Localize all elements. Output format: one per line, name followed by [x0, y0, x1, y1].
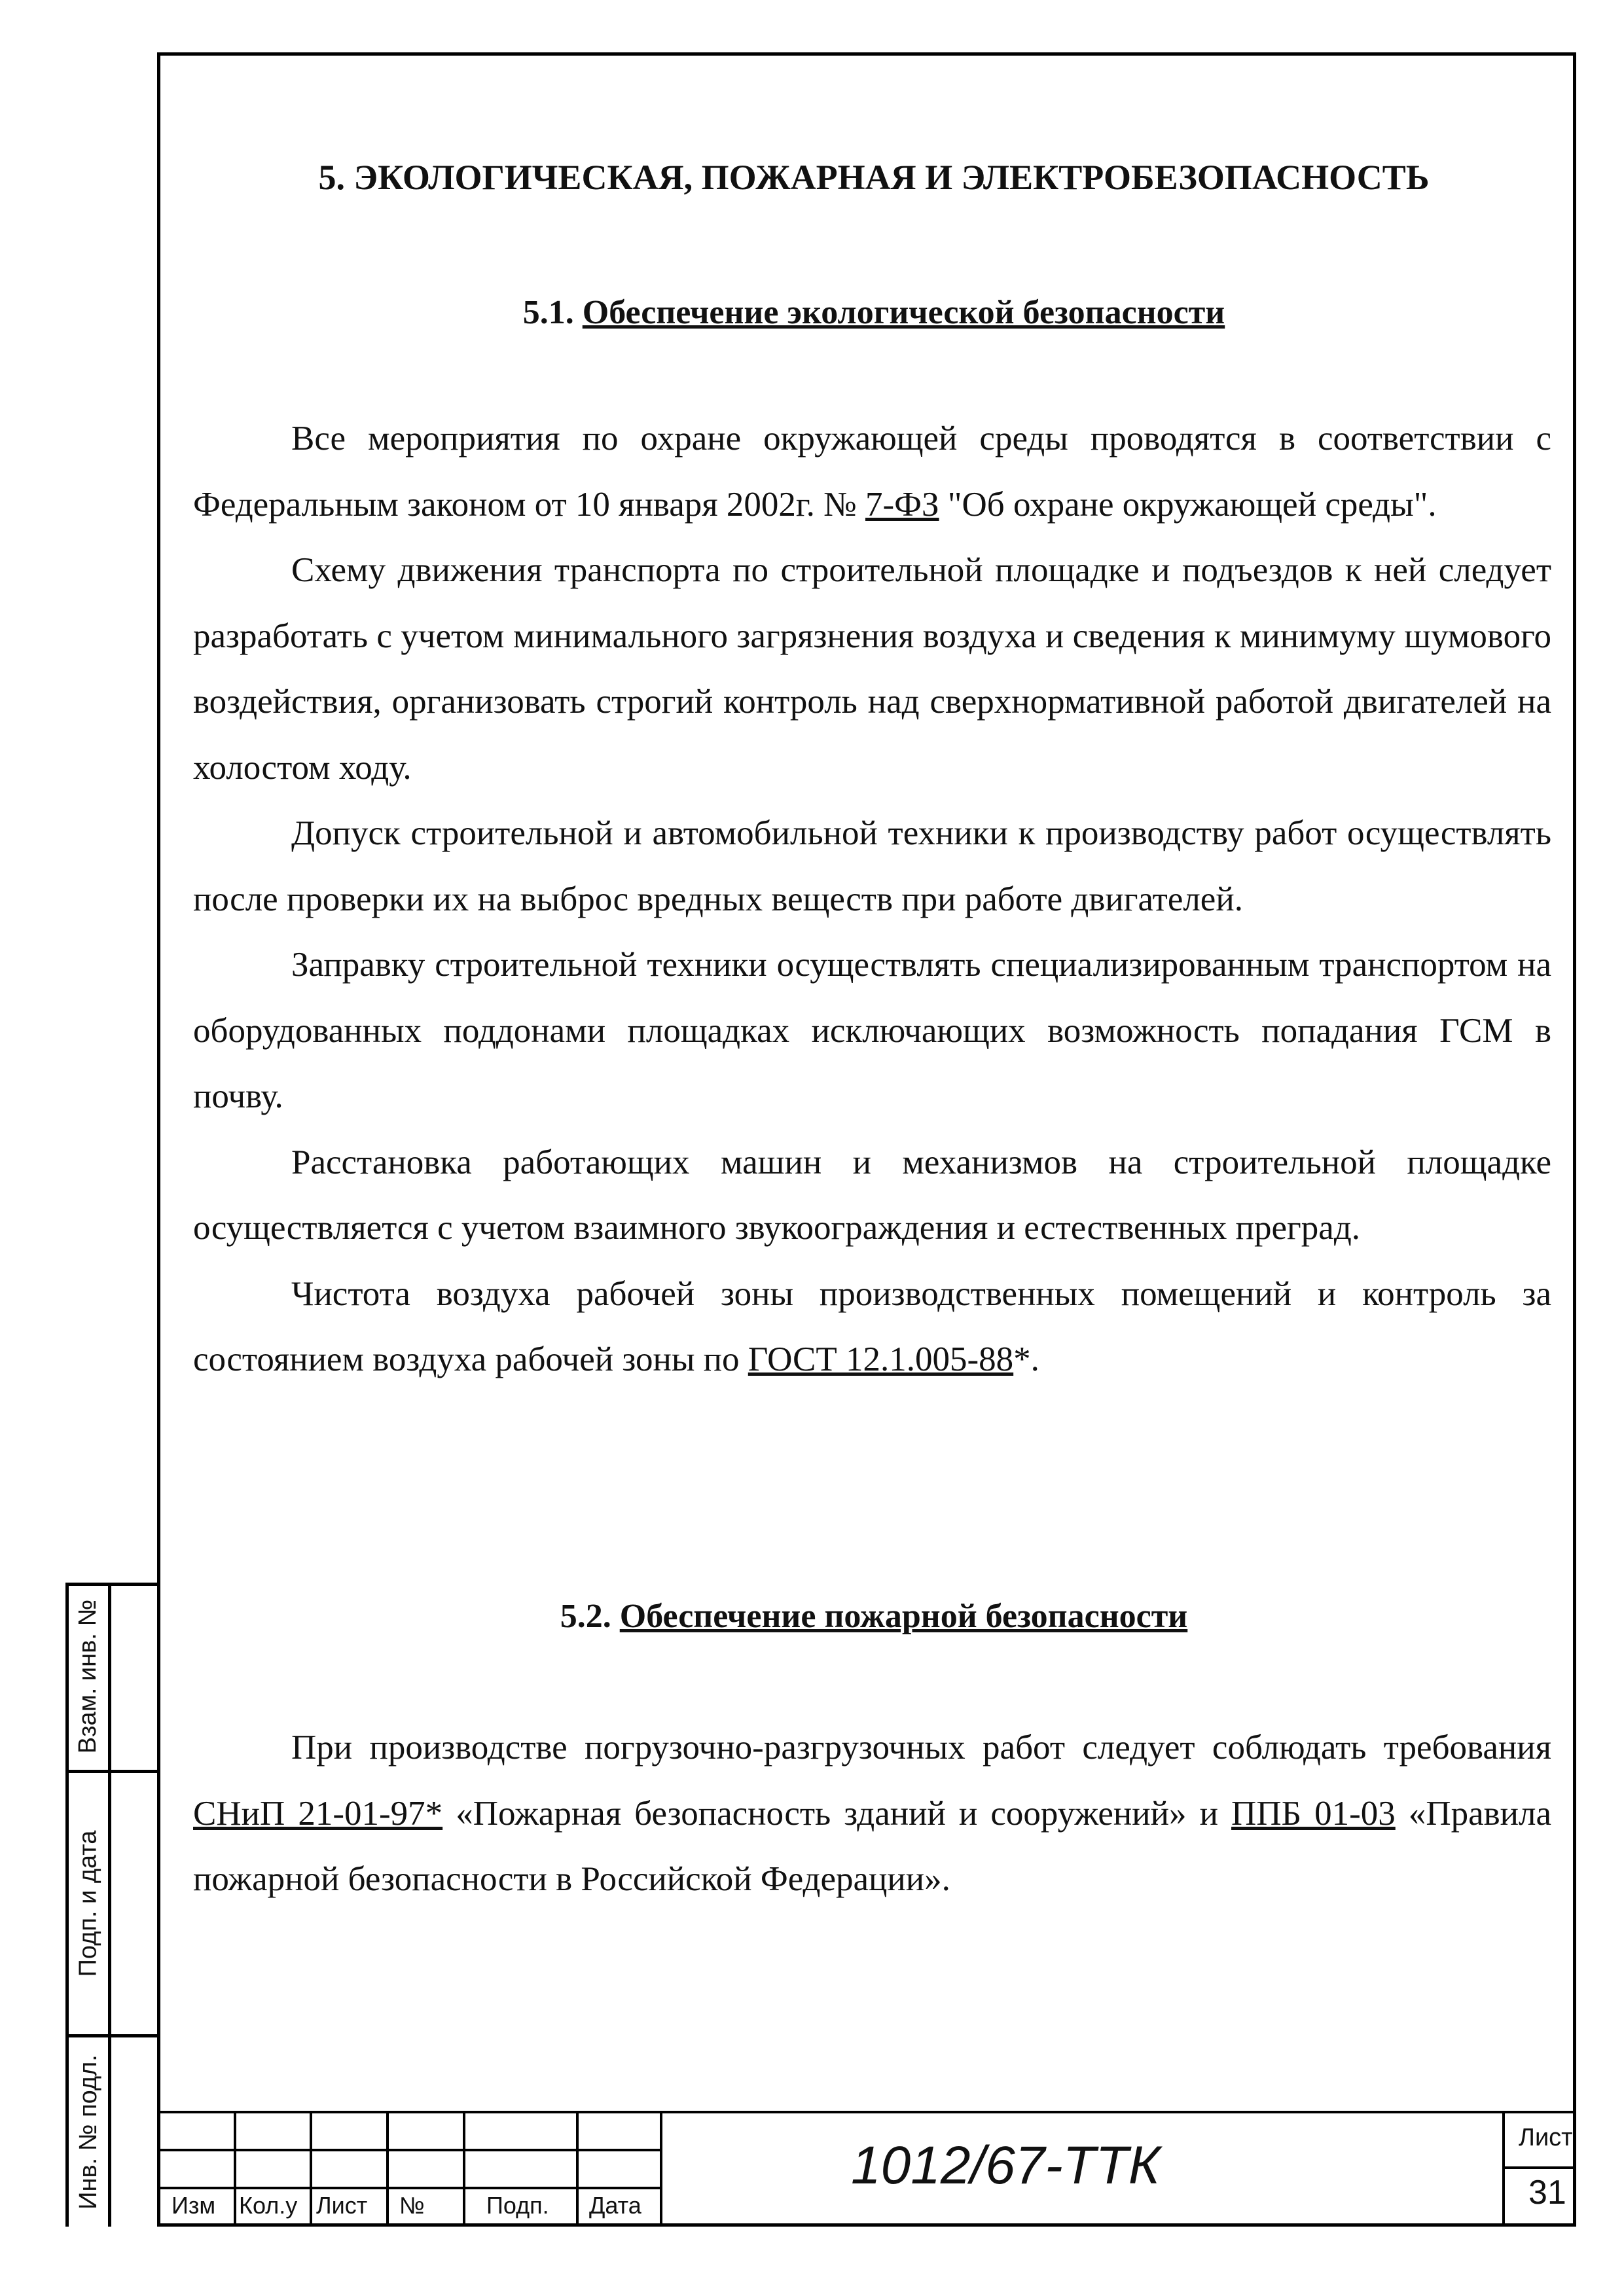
law-link[interactable]: 7-ФЗ	[865, 485, 939, 524]
section-number: 5.2.	[560, 1598, 611, 1635]
snip-link[interactable]: СНиП 21-01-97*	[193, 1794, 443, 1833]
title-block-line	[386, 2111, 389, 2227]
num-label: №	[399, 2192, 425, 2219]
title-block-line	[1502, 2111, 1505, 2227]
sheet-label: Лист	[1519, 2124, 1573, 2151]
paragraph	[193, 406, 1551, 537]
vzam-label-text: Взам. инв. №	[74, 1599, 102, 1753]
side-stamp	[65, 1583, 157, 2227]
section-number: 5.1.	[522, 294, 574, 331]
izm-label: Изм	[171, 2192, 216, 2219]
gost-link[interactable]: ГОСТ 12.1.005-88	[748, 1340, 1014, 1378]
inv-label-text: Инв. № подл.	[74, 2054, 102, 2210]
sheet-number: 31	[1528, 2174, 1566, 2212]
title-block-line	[157, 2111, 1576, 2113]
title-block-line	[1502, 2166, 1576, 2169]
title-block-line	[157, 2149, 661, 2151]
paragraph-text: «Пожарная безопасность зданий и сооружений» и	[442, 1794, 1232, 1833]
paragraph-text: «Правила пожарной безопасности в Российской Федерации».	[193, 1794, 1552, 1898]
paragraph	[193, 1715, 1551, 1912]
paragraph-text: "Об охране окружающей среды".	[939, 485, 1437, 524]
section-5-2-heading	[170, 1597, 1578, 1636]
paragraph-text: *.	[1013, 1340, 1039, 1378]
vzam-label	[65, 1583, 111, 1770]
section-5-2-body	[193, 1715, 1551, 1912]
paragraph-text: Чистота воздуха рабочей зоны производственных помещений и контроль за состоянием воздуха рабочей зоны по	[193, 1274, 1551, 1378]
podp-label	[65, 1772, 111, 2034]
title-block-line	[157, 2187, 661, 2189]
paragraph: Расстановка работающих машин и механизмов на строительной площадке осуществляется с учетом взаимного звукоограждения и естественных преград.	[193, 1143, 1551, 1247]
inv-label	[65, 2037, 111, 2227]
paragraph: Допуск строительной и автомобильной техники к производству работ осуществлять после проверки их на выброс вредных веществ при работе двигателей.	[193, 814, 1551, 918]
section-title: Обеспечение пожарной безопасности	[619, 1598, 1188, 1635]
data-label: Дата	[589, 2192, 641, 2219]
kolu-label: Кол.у	[239, 2192, 298, 2219]
paragraph: Схему движения транспорта по строительной площадке и подъездов к ней следует разработать с учетом минимального загрязнения воздуха и сведения к минимуму шумового воздействия, организовать строгий контроль над сверхнормативной работой двигателей на холостом ходу.	[193, 551, 1551, 787]
podp-label: Подп.	[486, 2192, 549, 2219]
title-block-line	[310, 2111, 312, 2227]
section-title: Обеспечение экологической безопасности	[582, 294, 1225, 331]
ppb-link[interactable]: ППБ 01-03	[1231, 1794, 1396, 1833]
chapter-heading: 5. ЭКОЛОГИЧЕСКАЯ, ПОЖАРНАЯ И ЭЛЕКТРОБЕЗОПАСНОСТЬ	[318, 158, 1430, 197]
title-block-line	[660, 2111, 662, 2227]
list-label: Лист	[316, 2192, 368, 2219]
section-5-1-body	[193, 406, 1551, 1393]
document-number: 1012/67-ТТК	[851, 2136, 1161, 2195]
paragraph-text: При производстве погрузочно-разгрузочных работ следует соблюдать требования	[291, 1729, 1551, 1767]
paragraph-text: Все мероприятия по охране окружающей среды проводятся в соответствии с Федеральным законом от 10 января 2002г. №	[193, 420, 1551, 524]
podp-label-text: Подп. и дата	[74, 1830, 102, 1977]
title-block-line	[576, 2111, 579, 2227]
paragraph: Заправку строительной техники осуществлять специализированным транспортом на оборудованных поддонами площадках исключающих возможность попадания ГСМ в почву.	[193, 946, 1551, 1115]
title-block-line	[234, 2111, 236, 2227]
title-block-line	[463, 2111, 465, 2227]
section-5-1-heading	[170, 293, 1578, 332]
paragraph	[193, 1261, 1551, 1393]
